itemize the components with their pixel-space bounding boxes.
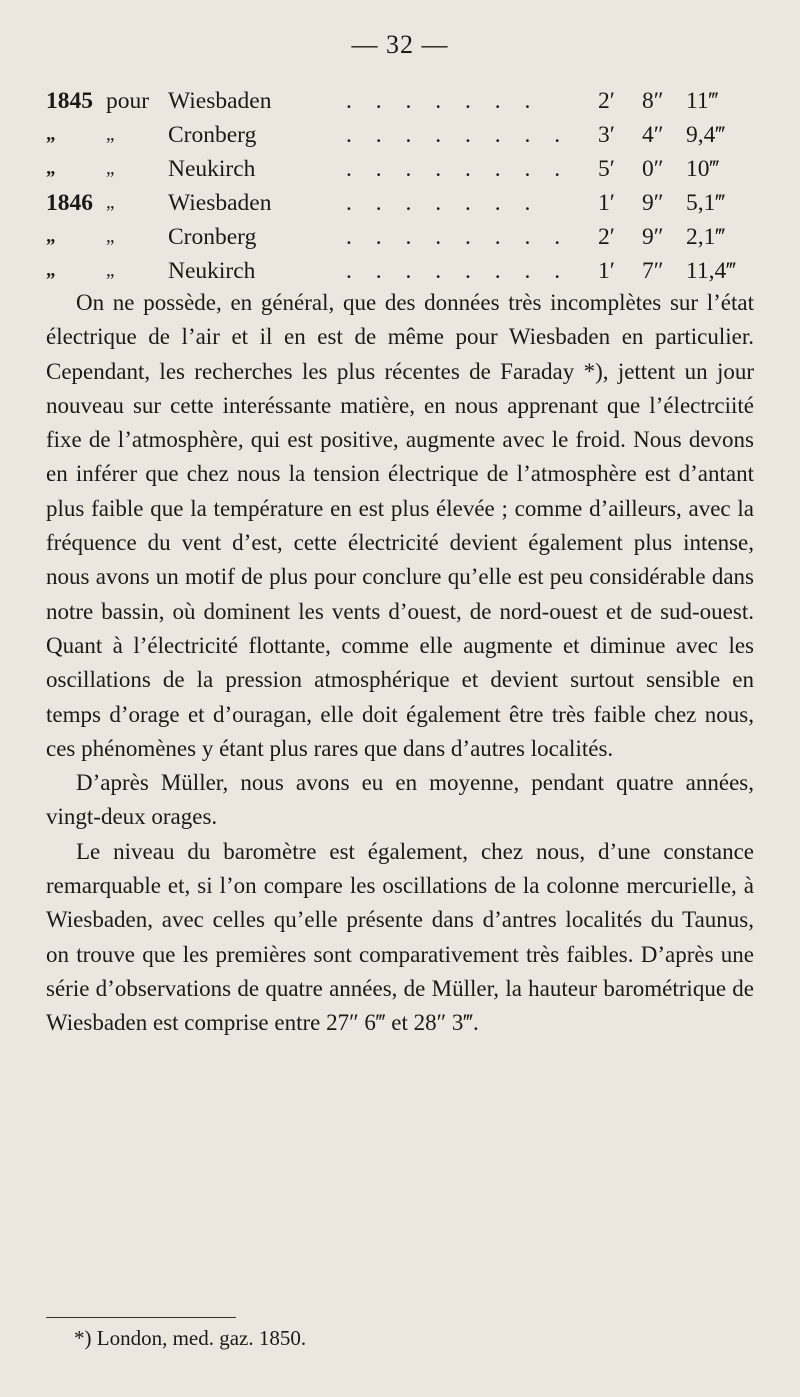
row-year: „ bbox=[46, 158, 56, 179]
row-value-lines: 5,1‴ bbox=[686, 190, 726, 216]
row-place: Cronberg bbox=[168, 224, 257, 250]
measurement-table bbox=[46, 84, 746, 288]
row-leader-dots: . . . . . . . bbox=[346, 190, 540, 216]
row-value-feet: 5′ bbox=[598, 156, 615, 182]
row-value-inches: 7″ bbox=[642, 258, 664, 284]
row-leader-dots: . . . . . . . bbox=[346, 88, 540, 114]
body-text bbox=[46, 286, 754, 1041]
row-place: Neukirch bbox=[168, 156, 256, 182]
row-place: Wiesbaden bbox=[168, 88, 272, 114]
row-leader-dots: . . . . . . . . bbox=[346, 258, 570, 284]
row-value-feet: 1′ bbox=[598, 258, 615, 284]
page-number: — 32 — bbox=[351, 30, 449, 59]
row-pour: „ bbox=[106, 260, 115, 281]
row-leader-dots: . . . . . . . . bbox=[346, 224, 570, 250]
paragraph-electricity: On ne possède, en général, que des données très incomplètes sur l’état électrique de l’air et il en est de même pour Wiesbaden en particulier. Cependant, les recherches les plus récentes de Faraday *), jettent un jour nouveau sur cette interéssante matière, en nous apprenant que l’électrciité fixe de l’atmosphère, qui est positive, augmente avec le froid. Nous devons en inférer que chez nous la tension électrique de l’atmosphère est d’antant plus faible que la température en est plus élevée ; comme d’ailleurs, avec la fréquence du vent d’est, cette électricité devient également plus intense, nous avons un motif de plus pour conclure qu’elle est peu considérable dans notre bassin, où dominent les vents d’ouest, de nord-ouest et de sud-ouest. Quant à l’électricité flottante, comme elle augmente et diminue avec les oscillations de la pression atmosphérique et devient surtout sensible en temps d’orage et d’ouragan, elle doit également être très faible chez nous, ces phénomènes y étant plus rares que dans d’autres localités. bbox=[46, 290, 754, 761]
row-value-inches: 4″ bbox=[642, 122, 664, 148]
table-row bbox=[46, 220, 746, 254]
table-row bbox=[46, 152, 746, 186]
row-leader-dots: . . . . . . . . bbox=[346, 122, 570, 148]
table-row bbox=[46, 254, 746, 288]
row-year: „ bbox=[46, 260, 56, 281]
table-row bbox=[46, 84, 746, 118]
row-leader-dots: . . . . . . . . bbox=[346, 156, 570, 182]
row-year: 1845 bbox=[46, 88, 93, 114]
row-pour: pour bbox=[106, 88, 150, 114]
row-pour: „ bbox=[106, 124, 115, 145]
row-value-inches: 0″ bbox=[642, 156, 664, 182]
row-value-feet: 2′ bbox=[598, 224, 615, 250]
row-year: „ bbox=[46, 226, 56, 247]
row-value-feet: 2′ bbox=[598, 88, 615, 114]
row-value-lines: 10‴ bbox=[686, 156, 720, 182]
row-value-inches: 9″ bbox=[642, 224, 664, 250]
row-value-lines: 11,4‴ bbox=[686, 258, 737, 284]
table-row bbox=[46, 118, 746, 152]
row-value-lines: 9,4‴ bbox=[686, 122, 726, 148]
paragraph-barometer: Le niveau du baromètre est également, chez nous, d’une constance remarquable et, si l’on compare les oscillations de la colonne mercurielle, à Wiesbaden, avec celles qu’elle présente dans d’antres localités du Taunus, on trouve que les premières sont comparativement très faibles. D’après une série d’observations de quatre années, de Müller, la hauteur barométrique de Wiesbaden est comprise entre 27″ 6‴ et 28″ 3‴. bbox=[46, 838, 754, 1036]
row-year: 1846 bbox=[46, 190, 93, 216]
row-value-feet: 1′ bbox=[598, 190, 615, 216]
row-place: Wiesbaden bbox=[168, 190, 272, 216]
row-value-lines: 11‴ bbox=[686, 88, 719, 114]
row-value-inches: 9″ bbox=[642, 190, 664, 216]
row-pour: „ bbox=[106, 192, 115, 213]
footnote-divider bbox=[46, 1317, 236, 1318]
row-place: Cronberg bbox=[168, 122, 257, 148]
row-pour: „ bbox=[106, 158, 115, 179]
paragraph-storms: D’après Müller, nous avons eu en moyenne, pendant quatre années, vingt-deux orages. bbox=[46, 770, 754, 830]
row-year: „ bbox=[46, 124, 56, 145]
row-value-feet: 3′ bbox=[598, 122, 615, 148]
table-row bbox=[46, 186, 746, 220]
row-value-lines: 2,1‴ bbox=[686, 224, 726, 250]
row-value-inches: 8″ bbox=[642, 88, 664, 114]
row-pour: „ bbox=[106, 226, 115, 247]
footnote: *) London, med. gaz. 1850. bbox=[74, 1326, 307, 1350]
row-place: Neukirch bbox=[168, 258, 256, 284]
